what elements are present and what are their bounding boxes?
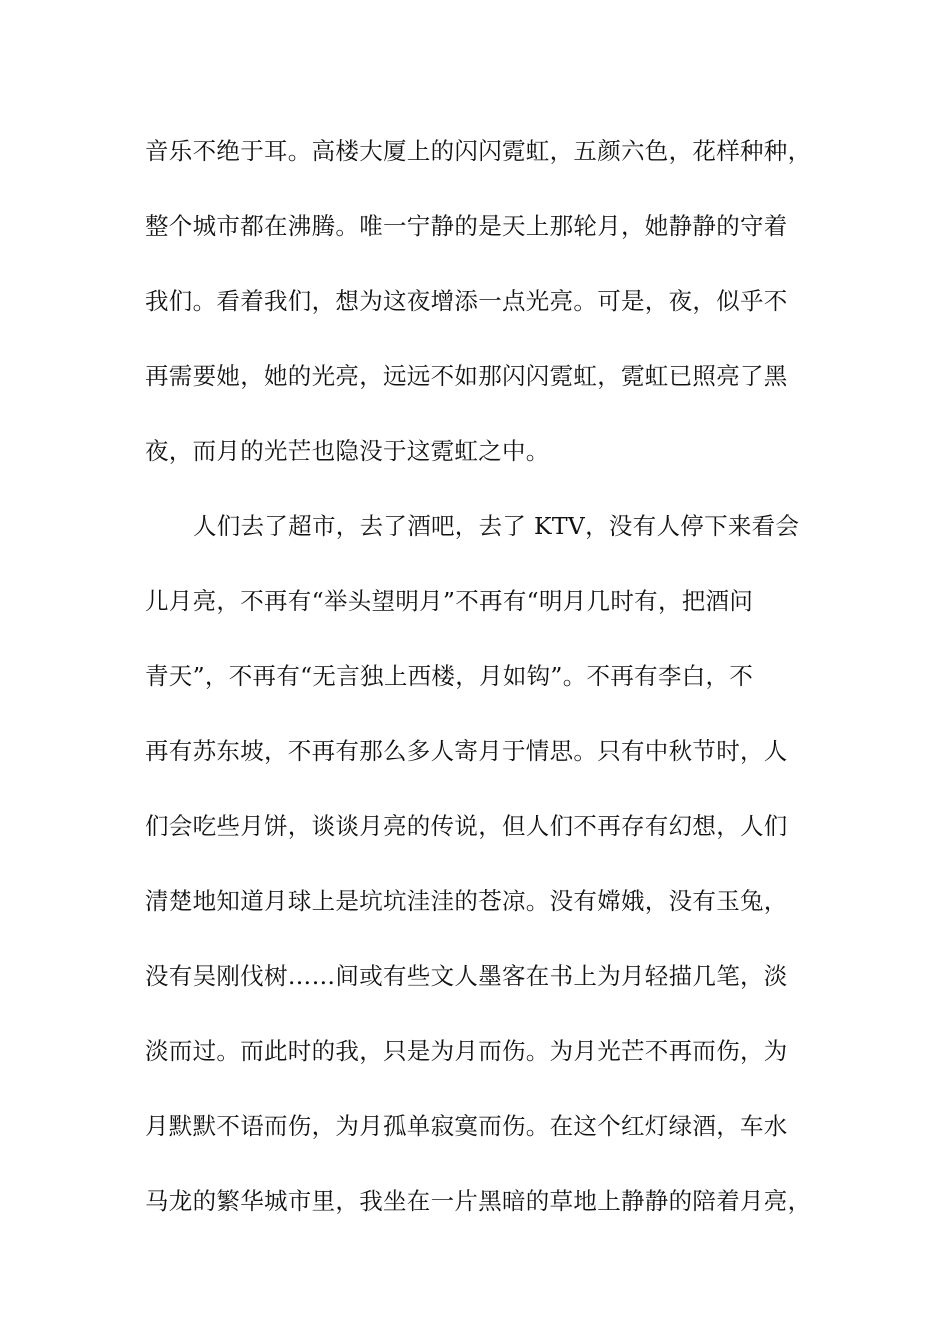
text-line: 音乐不绝于耳。高楼大厦上的闪闪霓虹，五颜六色，花样种种，: [145, 137, 812, 165]
text-line: 再需要她，她的光亮，远远不如那闪闪霓虹，霓虹已照亮了黑: [145, 362, 788, 390]
text-line: 没有吴刚伐树……间或有些文人墨客在书上为月轻描几笔，淡: [145, 962, 788, 990]
text-line: 儿月亮，不再有“举头望明月”不再有“明月几时有，把酒问: [145, 587, 754, 615]
text-line: 马龙的繁华城市里，我坐在一片黑暗的草地上静静的陪着月亮，: [145, 1187, 812, 1215]
text-line: 我们。看着我们，想为这夜增添一点光亮。可是，夜，似乎不: [145, 287, 788, 315]
text-line: 青天”，不再有“无言独上西楼，月如钩”。不再有李白，不: [145, 662, 754, 690]
text-line: 整个城市都在沸腾。唯一宁静的是天上那轮月，她静静的守着: [145, 212, 788, 240]
text-line: 再有苏东坡，不再有那么多人寄月于情思。只有中秋节时，人: [145, 737, 788, 765]
text-line: 清楚地知道月球上是坑坑洼洼的苍凉。没有嫦娥，没有玉兔，: [145, 887, 788, 915]
text-line: 月默默不语而伤，为月孤单寂寞而伤。在这个红灯绿酒，车水: [145, 1112, 788, 1140]
text-line: 们会吃些月饼，谈谈月亮的传说，但人们不再存有幻想，人们: [145, 812, 788, 840]
text-line: 淡而过。而此时的我，只是为月而伤。为月光芒不再而伤，为: [145, 1037, 788, 1065]
text-line: 夜，而月的光芒也隐没于这霓虹之中。: [145, 437, 550, 465]
paragraph-first-line: 人们去了超市，去了酒吧，去了 KTV，没有人停下来看会: [193, 512, 800, 540]
